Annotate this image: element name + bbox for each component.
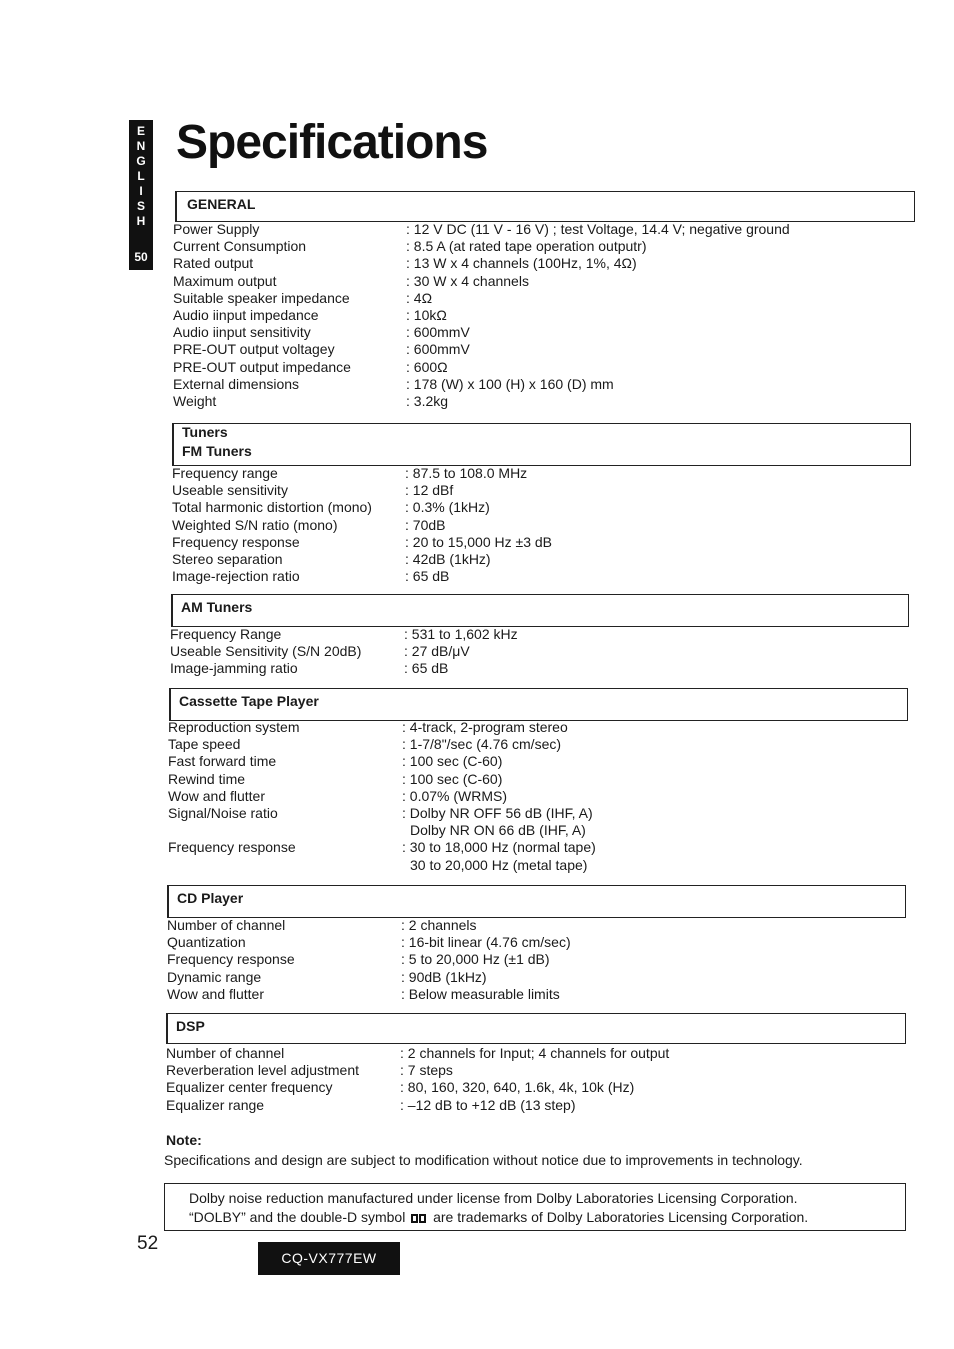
spec-label: Weighted S/N ratio (mono) [172,516,338,533]
spec-value: : 16-bit linear (4.76 cm/sec) [401,934,571,951]
spec-label: Audio iinput sensitivity [173,324,311,341]
spec-label: Image-rejection ratio [172,568,300,585]
dolby-line-2-end: are trademarks of Dolby Laboratories Licensing Corporation. [433,1209,809,1225]
spec-value: : 531 to 1,602 kHz [404,626,518,642]
spec-value: : 0.3% (1kHz) [405,499,490,516]
spec-label: Wow and flutter [167,985,265,1002]
spec-value: : 100 sec (C-60) [402,770,503,787]
spec-label: Number of channel [166,1045,285,1061]
spec-value: : 600mmV [406,341,470,358]
spec-label: Useable sensitivity [172,482,288,499]
dolby-double-d-icon [411,1210,427,1226]
spec-label: Quantization [167,934,246,951]
spec-label: Image-jamming ratio [170,660,298,677]
side-tab-letter: G [136,154,146,168]
side-tab-letter: I [139,184,143,198]
spec-value: : 80, 160, 320, 640, 1.6k, 4k, 10k (Hz) [400,1079,635,1096]
spec-value: : 600mmV [406,324,470,341]
section-header-cd-player [167,885,906,918]
spec-label: Total harmonic distortion (mono) [172,499,372,516]
spec-value: : 100 sec (C-60) [402,753,503,770]
spec-value: : 8.5 A (at rated tape operation outputr) [406,238,647,255]
spec-label: Current Consumption [173,238,307,255]
dolby-line-2-start: “DOLBY” and the double-D symbol [189,1209,406,1225]
page-title: Specifications [176,116,488,169]
spec-value: : 30 W x 4 channels [406,272,529,289]
spec-value: : 13 W x 4 channels (100Hz, 1%, 4Ω) [406,255,637,272]
spec-label: Frequency response [172,533,300,550]
section-title-general: GENERAL [187,196,256,212]
spec-label: Frequency response [167,951,295,968]
spec-value: : 4Ω [406,289,433,306]
spec-label: Audio iinput impedance [173,306,319,323]
spec-value: : 3.2kg [406,392,449,409]
side-tab-number: 50 [134,250,148,264]
spec-label: PRE-OUT output impedance [173,358,351,375]
spec-label: Signal/Noise ratio [168,804,278,821]
section-header-am-tuners [171,594,909,627]
spec-value: : 70dB [405,516,446,533]
side-tab-letter: N [136,139,146,153]
spec-label: Dynamic range [167,968,262,985]
section-title-fm-tuners: FM Tuners [182,443,252,459]
section-header-fm-tuners [172,423,911,466]
section-header-general [175,191,915,222]
spec-value: : 30 to 18,000 Hz (normal tape) [402,839,596,856]
spec-label: Reverberation level adjustment [166,1062,359,1079]
spec-label: Rewind time [168,770,246,787]
spec-label: Tape speed [168,736,241,753]
section-title-tuners: Tuners [182,424,228,440]
spec-value: : 4-track, 2-program stereo [402,719,568,735]
spec-value: : 10kΩ [406,306,447,323]
spec-label: Equalizer center frequency [166,1079,333,1096]
spec-label: Number of channel [167,917,286,933]
spec-value: : 1-7/8"/sec (4.76 cm/sec) [402,736,562,753]
note-text: Specifications and design are subject to modification without notice due to improvements in technology. [164,1152,803,1168]
spec-label: Wow and flutter [168,787,266,804]
spec-label: External dimensions [173,375,300,392]
side-tab-letters [129,124,153,229]
section-title-cassette-player: Cassette Tape Player [179,693,319,709]
spec-value: : 12 V DC (11 V - 16 V) ; test Voltage, 14.4 V; negative ground [406,221,790,237]
spec-label: Reproduction system [168,719,300,735]
spec-label: Rated output [173,255,254,272]
spec-value: : 12 dBf [405,482,454,499]
spec-value: : 178 (W) x 100 (H) x 160 (D) mm [406,375,614,392]
spec-label: Equalizer range [166,1096,265,1113]
spec-label: Weight [173,392,217,409]
note-heading: Note: [166,1132,202,1148]
spec-label: Frequency range [172,465,278,481]
spec-value: : 0.07% (WRMS) [402,787,508,804]
spec-value: : 65 dB [405,568,450,585]
spec-label: Power Supply [173,221,260,237]
spec-value: : 600Ω [406,358,448,375]
spec-value-continued: Dolby NR ON 66 dB (IHF, A) [410,822,586,839]
dolby-line-1: Dolby noise reduction manufactured under license from Dolby Laboratories Licensing Corporation. [189,1190,798,1206]
side-tab-letter: L [137,169,145,183]
section-header-dsp [166,1013,906,1044]
spec-value: : 42dB (1kHz) [405,550,491,567]
spec-value: : 5 to 20,000 Hz (±1 dB) [401,951,550,968]
spec-value: : Dolby NR OFF 56 dB (IHF, A) [402,804,593,821]
spec-label: Useable Sensitivity (S/N 20dB) [170,643,362,660]
model-number-badge: CQ-VX777EW [258,1242,400,1275]
spec-value: : 90dB (1kHz) [401,968,487,985]
spec-label: Stereo separation [172,550,283,567]
spec-value: : 2 channels [401,917,477,933]
section-title-cd-player: CD Player [177,890,244,906]
spec-value: : –12 dB to +12 dB (13 step) [400,1096,576,1113]
dolby-line-2 [189,1209,808,1226]
spec-label: Frequency response [168,839,296,856]
section-title-am-tuners: AM Tuners [181,599,253,615]
section-title-dsp: DSP [176,1018,205,1034]
spec-value: : 7 steps [400,1062,453,1079]
spec-value: : 20 to 15,000 Hz ±3 dB [405,533,552,550]
page-number: 52 [137,1233,159,1254]
spec-value-continued: 30 to 20,000 Hz (metal tape) [410,856,588,873]
spec-value: : 65 dB [404,660,449,677]
dolby-trademark-box [164,1183,906,1231]
spec-label: PRE-OUT output voltagey [173,341,335,358]
spec-value: : Below measurable limits [401,985,560,1002]
language-side-tab [129,120,153,270]
spec-label: Suitable speaker impedance [173,289,350,306]
side-tab-letter: S [136,199,145,213]
spec-label: Maximum output [173,272,277,289]
side-tab-letter: E [136,124,145,138]
spec-value: : 2 channels for Input; 4 channels for output [400,1045,670,1061]
section-header-cassette-player [169,688,908,721]
spec-value: : 27 dB/μV [404,643,470,660]
side-tab-letter: H [136,214,146,228]
spec-value: : 87.5 to 108.0 MHz [405,465,528,481]
spec-label: Frequency Range [170,626,282,642]
spec-label: Fast forward time [168,753,277,770]
